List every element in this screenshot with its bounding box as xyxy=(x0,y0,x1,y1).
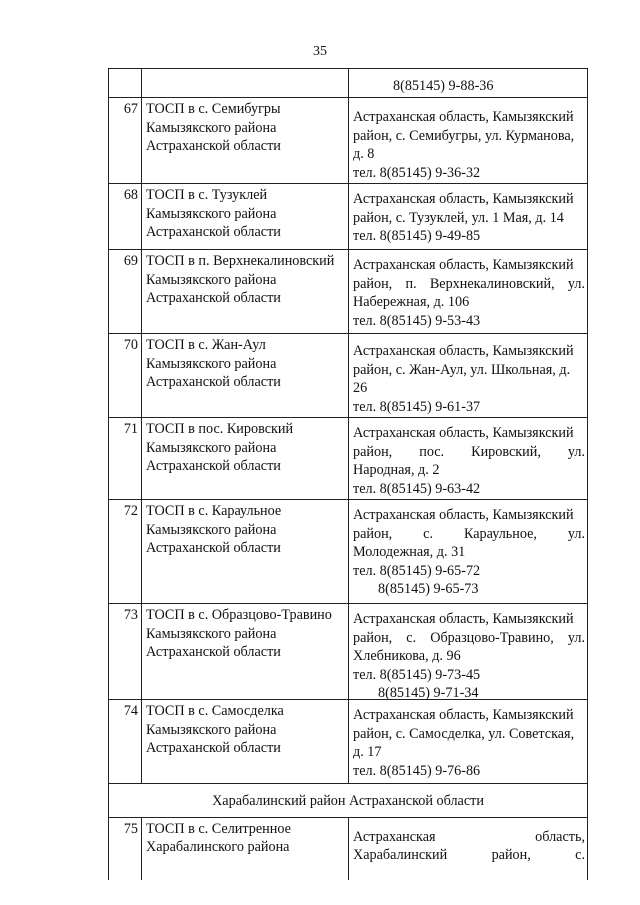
name-line: Камызякского района xyxy=(146,205,277,222)
offices-table xyxy=(108,68,588,880)
phone-line: тел. 8(85145) 9-76-86 xyxy=(353,762,481,779)
table-row xyxy=(108,604,588,700)
name-line: Камызякского района xyxy=(146,625,277,642)
row-number: 74 xyxy=(109,700,142,784)
table-row xyxy=(108,184,588,250)
name-line: Астраханской области xyxy=(146,290,281,306)
name-line: ТОСП в с. Жан-Аул xyxy=(146,337,266,353)
office-name xyxy=(142,700,349,784)
address-line: Астраханская область, Камызякский xyxy=(353,191,574,207)
address-line: д. 17 xyxy=(353,744,382,760)
office-address xyxy=(349,500,589,603)
table-row xyxy=(108,334,588,418)
address-line: Харабалинский район, с. xyxy=(353,847,585,863)
section-heading: Харабалинский район Астраханской области xyxy=(108,784,588,818)
address-line: район, с. Самосделка, ул. Советская, xyxy=(353,725,575,742)
address-line: 26 xyxy=(353,380,368,396)
address-line: район, с. Семибугры, ул. Курманова, xyxy=(353,127,575,144)
phone-line: 8(85145) 9-88-36 xyxy=(393,78,494,94)
name-line: Астраханской области xyxy=(146,458,281,474)
phone-line: тел. 8(85145) 9-53-43 xyxy=(353,312,481,329)
address-line: Астраханская область, xyxy=(353,828,585,845)
address-line: Хлебникова, д. 96 xyxy=(353,648,461,664)
address-line: Набережная, д. 106 xyxy=(353,294,470,310)
name-line: ТОСП в с. Семибугры xyxy=(146,101,281,117)
address-line: район, пос. Кировский, ул. xyxy=(353,443,585,460)
address-line: Астраханская область, Камызякский xyxy=(353,611,574,627)
office-address xyxy=(349,818,589,880)
address-line: Астраханская область, Камызякский xyxy=(353,507,574,523)
address-line: Астраханская область, Камызякский xyxy=(353,109,574,125)
name-line: Харабалинского района xyxy=(146,839,290,855)
table-row xyxy=(108,250,588,334)
table-row-continued xyxy=(108,68,588,98)
table-row xyxy=(108,418,588,500)
phone-line: 8(85145) 9-71-34 xyxy=(378,685,479,701)
address-line: район, с. Жан-Аул, ул. Школьная, д. xyxy=(353,361,571,378)
phone-line: тел. 8(85145) 9-63-42 xyxy=(353,480,481,497)
name-line: ТОСП в пос. Кировский xyxy=(146,421,294,437)
name-line: Астраханской области xyxy=(146,374,281,390)
office-address xyxy=(349,700,589,784)
address-line: Астраханская область, Камызякский xyxy=(353,343,574,359)
address-line: Народная, д. 2 xyxy=(353,462,440,478)
name-line: ТОСП в с. Тузуклей xyxy=(146,187,268,203)
office-name xyxy=(142,184,349,250)
office-address xyxy=(349,69,589,100)
phone-line: 8(85145) 9-65-73 xyxy=(378,581,479,597)
name-line: Камызякского района xyxy=(146,521,277,538)
name-line: Астраханской области xyxy=(146,540,281,556)
address-line: район, с. Образцово-Травино, ул. xyxy=(353,629,585,646)
name-line: Камызякского района xyxy=(146,355,277,372)
name-line: Астраханской области xyxy=(146,138,281,154)
address-line: район, п. Верхнекалиновский, ул. xyxy=(353,275,585,292)
address-line: Астраханская область, Камызякский xyxy=(353,257,574,273)
table-row xyxy=(108,818,588,880)
office-name xyxy=(142,334,349,420)
phone-line: тел. 8(85145) 9-49-85 xyxy=(353,228,481,244)
row-number: 69 xyxy=(109,250,142,334)
office-address xyxy=(349,250,589,334)
name-line: ТОСП в п. Верхнекалиновский xyxy=(146,253,335,269)
office-address xyxy=(349,184,589,250)
name-line: Камызякского района xyxy=(146,439,277,456)
address-line: д. 8 xyxy=(353,146,375,162)
office-name xyxy=(142,818,349,880)
row-number: 73 xyxy=(109,604,142,707)
row-number: 68 xyxy=(109,184,142,250)
name-line: ТОСП в с. Образцово-Травино xyxy=(146,607,332,623)
name-line: Астраханской области xyxy=(146,224,281,240)
office-address xyxy=(349,604,589,707)
name-line: Камызякского района xyxy=(146,721,277,738)
office-name xyxy=(142,69,349,100)
phone-line: тел. 8(85145) 9-36-32 xyxy=(353,164,481,181)
row-number: 71 xyxy=(109,418,142,502)
office-address xyxy=(349,418,589,502)
office-name xyxy=(142,418,349,502)
office-address xyxy=(349,98,589,186)
name-line: ТОСП в с. Самосделка xyxy=(146,703,284,719)
name-line: ТОСП в с. Караульное xyxy=(146,503,282,519)
name-line: Астраханской области xyxy=(146,644,281,660)
office-address xyxy=(349,334,589,420)
address-line: Астраханская область, Камызякский xyxy=(353,425,574,441)
address-line: Молодежная, д. 31 xyxy=(353,544,466,560)
table-row xyxy=(108,500,588,604)
phone-line: тел. 8(85145) 9-61-37 xyxy=(353,398,481,415)
name-line: Камызякского района xyxy=(146,119,277,136)
row-number: 75 xyxy=(109,818,142,880)
office-name xyxy=(142,604,349,707)
row-number: 70 xyxy=(109,334,142,420)
table-row xyxy=(108,98,588,184)
name-line: ТОСП в с. Селитренное xyxy=(146,820,291,837)
address-line: район, с. Караульное, ул. xyxy=(353,525,585,542)
row-number: 72 xyxy=(109,500,142,603)
address-line: район, с. Тузуклей, ул. 1 Мая, д. 14 xyxy=(353,209,564,226)
phone-line: тел. 8(85145) 9-65-72 xyxy=(353,562,481,579)
page-number: 35 xyxy=(313,44,327,59)
phone-line: тел. 8(85145) 9-73-45 xyxy=(353,666,481,683)
row-number xyxy=(109,69,142,100)
name-line: Астраханской области xyxy=(146,740,281,756)
office-name xyxy=(142,500,349,603)
office-name xyxy=(142,250,349,334)
office-name xyxy=(142,98,349,186)
name-line: Камызякского района xyxy=(146,271,277,288)
address-line: Астраханская область, Камызякский xyxy=(353,707,574,723)
table-row xyxy=(108,700,588,784)
row-number: 67 xyxy=(109,98,142,186)
